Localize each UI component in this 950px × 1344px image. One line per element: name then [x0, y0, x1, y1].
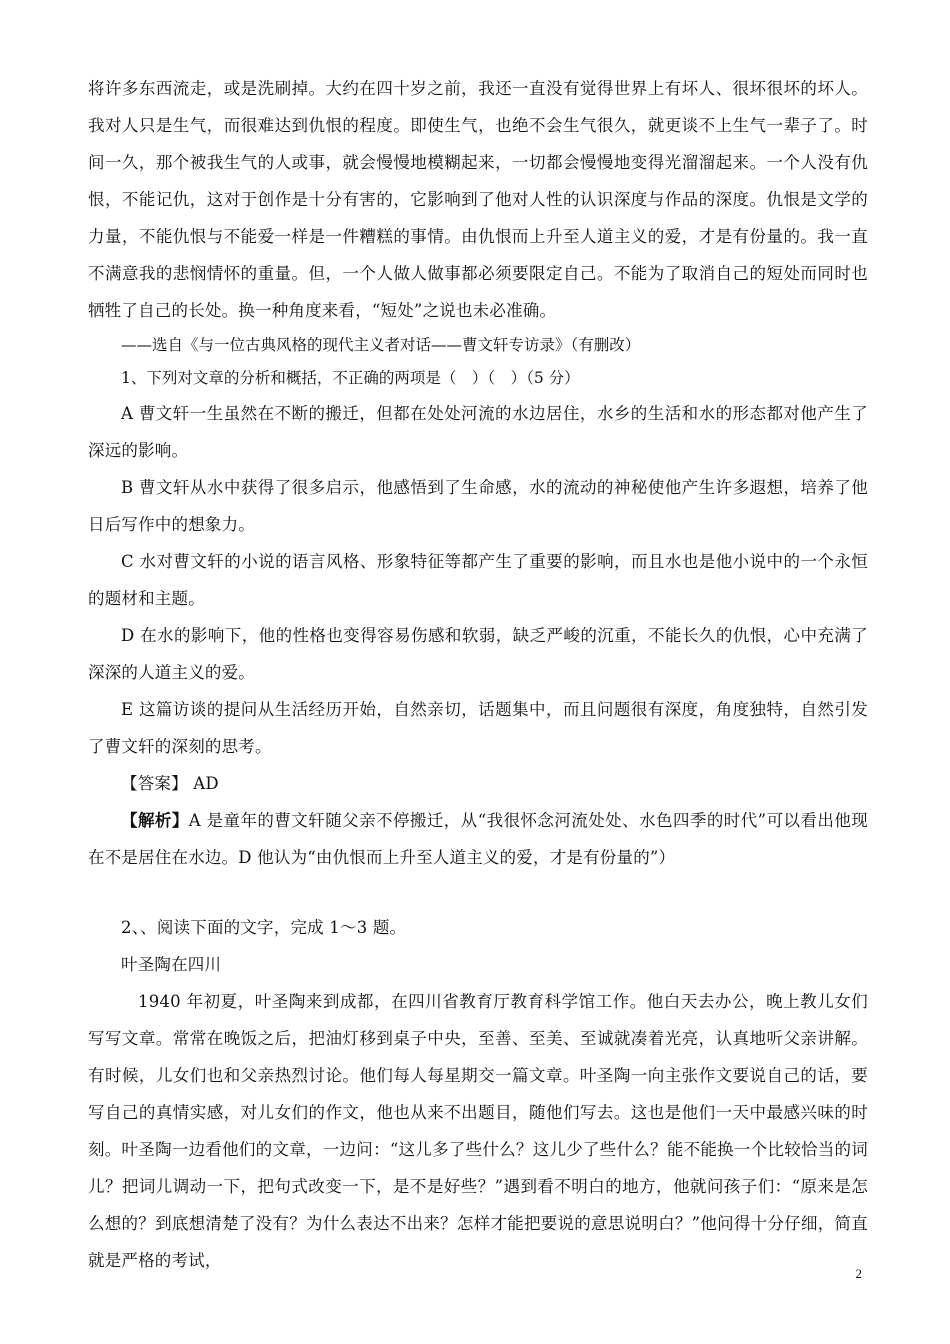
analysis-text: A 是童年的曹文轩随父亲不停搬迁，从“我很怀念河流处处、水色四季的时代”可以看出他现在不是居住在水边。D 他认为“由仇恨而上升至人道主义的爱，才是有份量的”） — [88, 811, 868, 867]
question1-option-c: C 水对曹文轩的小说的语言风格、形象特征等都产生了重要的影响，而且水也是他小说中的一个永恒的题材和主题。 — [88, 552, 868, 608]
question2-title: 叶圣陶在四川 — [121, 955, 222, 974]
answer-line — [88, 765, 868, 802]
document-page — [88, 70, 868, 1279]
section-gap — [88, 876, 868, 909]
analysis-label: 【解析】 — [121, 811, 189, 830]
question2-stem: 2、、阅读下面的文字，完成 1～3 题。 — [121, 918, 407, 937]
passage1-paragraph: 将许多东西流走，或是洗刷掉。大约在四十岁之前，我还一直没有觉得世界上有坏人、很坏很坏的坏人。我对人只是生气，而很难达到仇恨的程度。即使生气，也绝不会生气很久，就更谈不上生气一辈子了。时间一久，那个被我生气的人或事，就会慢慢地模糊起来，一切都会慢慢地变得光溜溜起来。一个人没有仇恨，不能记仇，这对于创作是十分有害的，它影响到了他对人性的认识深度与作品的深度。仇恨是文学的力量，不能仇恨与不能爱一样是一件糟糕的事情。由仇恨而上升至人道主义的爱，才是有份量的。我一直不满意我的悲悯情怀的重量。但，一个人做人做事都必须要限定自己。不能为了取消自己的短处而同时也牺牲了自己的长处。换一种角度来看，“短处”之说也未必准确。 — [88, 79, 868, 320]
question1-stem: 1、下列对文章的分析和概括，不正确的两项是（ ）（ ）（5 分） — [121, 369, 580, 387]
question1-option-a: A 曹文轩一生虽然在不断的搬迁，但都在处处河流的水边居住，水乡的生活和水的形态都对他产生了深远的影响。 — [88, 404, 868, 460]
question1-option-e: E 这篇访谈的提问从生活经历开始，自然亲切，话题集中，而且问题很有深度，角度独特，自然引发了曹文轩的深刻的思考。 — [88, 700, 868, 756]
question2-paragraph: 1940 年初夏，叶圣陶来到成都，在四川省教育厅教育科学馆工作。他白天去办公，晚上教儿女们写写文章。常常在晚饭之后，把油灯移到桌子中央，至善、至美、至诚就凑着光亮，认真地听父亲讲解。有时候，儿女们也和父亲热烈讨论。他们每人每星期交一篇文章。叶圣陶一向主张作文要说自己的话，要写自己的真情实感，对儿女们的作文，他也从来不出题目，随他们写去。这也是他们一天中最感兴味的时刻。叶圣陶一边看他们的文章，一边问：“这儿多了些什么？这儿少了些什么？能不能换一个比较恰当的词儿？把词儿调动一下，把句式改变一下，是不是好些？”遇到看不明白的地方，他就问孩子们：“原来是怎么想的？到底想清楚了没有？为什么表达不出来？怎样才能把要说的意思说明白？”他问得十分仔细，简直就是严格的考试， — [88, 992, 868, 1270]
question1-option-d: D 在水的影响下，他的性格也变得容易伤感和软弱，缺乏严峻的沉重，不能长久的仇恨，心中充满了深深的人道主义的爱。 — [88, 626, 868, 682]
answer-label: 【答案】 — [121, 774, 188, 793]
analysis-paragraph — [88, 802, 868, 876]
answer-value: AD — [193, 774, 219, 793]
passage1-source: ——选自《与一位古典风格的现代主义者对话——曹文轩专访录》（有删改） — [121, 336, 641, 354]
question1-option-b: B 曹文轩从水中获得了很多启示，他感悟到了生命感，水的流动的神秘使他产生许多遐想，培养了他日后写作中的想象力。 — [88, 478, 868, 534]
page-number: 2 — [855, 1266, 862, 1281]
